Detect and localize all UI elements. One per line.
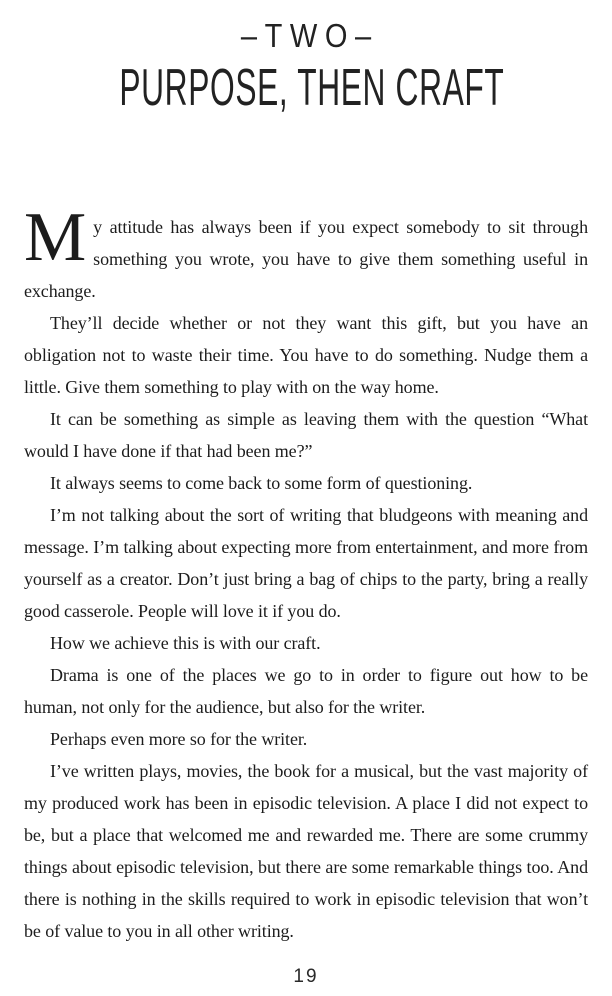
- page-number: 19: [293, 966, 319, 987]
- paragraph: Drama is one of the places we go to in order to figure out how to be human, not only for the audience, but also for the writer.: [24, 665, 588, 718]
- page-footer: [0, 966, 612, 988]
- paragraph: It always seems to come back to some form of questioning.: [50, 473, 473, 494]
- drop-cap: M: [24, 199, 87, 277]
- chapter-title: PURPOSE, THEN CRAFT: [119, 58, 505, 117]
- paragraph: I’ve written plays, movies, the book for a musical, but the vast majority of my produced work has been in episodic television. A place I did not expect to be, but a place that welcomed me and rewarded me. There are some crummy things about episodic television, but there are some remarkable things too. And there is nothing in the skills required to work in episodic television that won’t be of value to you in all other writing.: [24, 761, 588, 942]
- body-text: [24, 199, 588, 947]
- paragraph: Perhaps even more so for the writer.: [50, 729, 308, 750]
- paragraph: [24, 199, 588, 307]
- paragraph: I’m not talking about the sort of writing that bludgeons with meaning and message. I’m talking about expecting more from entertainment, and more from yourself as a creator. Don’t just bring a bag of chips to the party, bring a really good casserole. People will love it if you do.: [24, 505, 588, 622]
- paragraph: How we achieve this is with our craft.: [50, 633, 321, 654]
- chapter-number: –TWO–: [240, 17, 379, 54]
- paragraph: They’ll decide whether or not they want this gift, but you have an obligation not to waste their time. You have to do something. Nudge them a little. Give them something to play with on the way home.: [24, 313, 588, 398]
- paragraph-text: y attitude has always been if you expect somebody to sit through something you wrote, you have to give them something useful in exchange.: [24, 217, 588, 302]
- paragraph: It can be something as simple as leaving them with the question “What would I have done if that had been me?”: [24, 409, 588, 462]
- chapter-header: [0, 0, 612, 115]
